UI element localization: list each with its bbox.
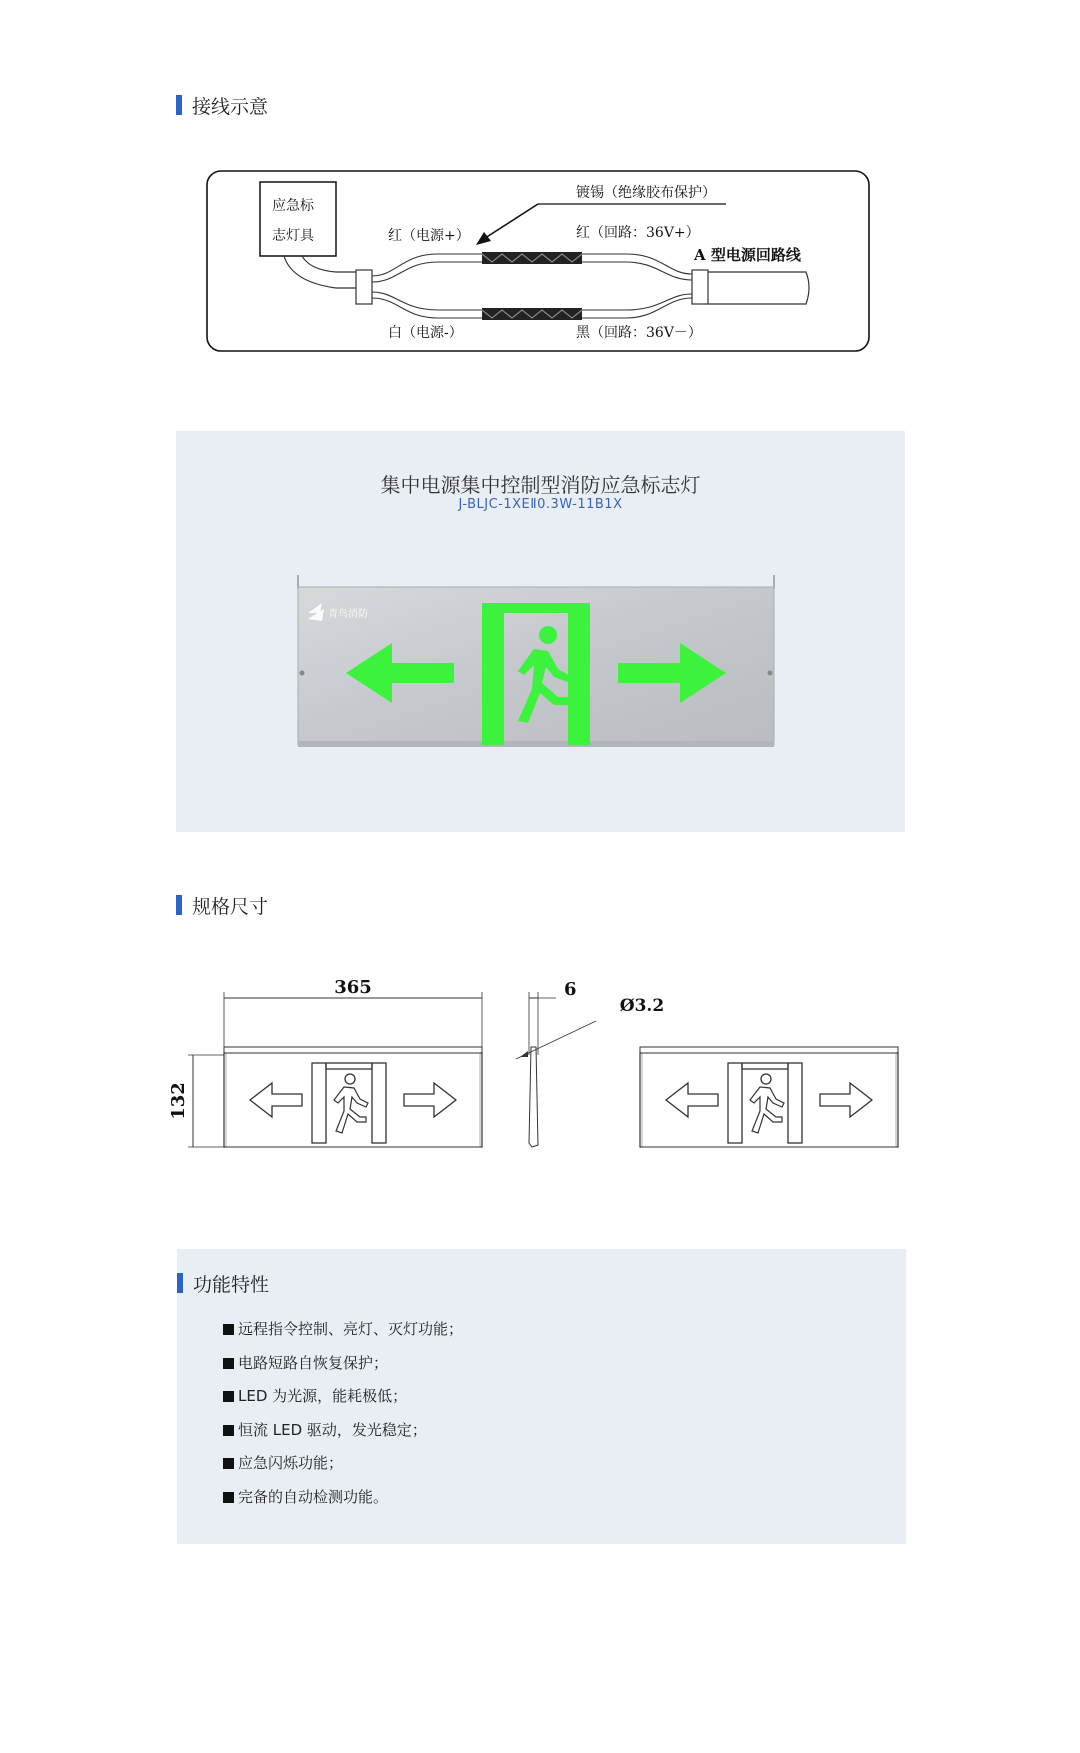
red-loop-label: 红（回路：36V+） [576,225,700,241]
bullet-square-icon [223,1425,234,1436]
hole-dimension-label: Ø3.2 [619,996,665,1016]
red-wire-label: 红（电源+） [388,228,470,244]
bullet-square-icon [223,1391,234,1402]
thickness-dimension-label: 6 [564,979,577,1000]
feature-item: 电路短路自恢复保护； [223,1353,463,1387]
product-panel [176,431,905,832]
feature-item: 远程指令控制、亮灯、灭灯功能； [223,1319,463,1353]
dimension-drawing [168,975,910,1175]
features-panel [177,1249,906,1544]
title-accent-bar [176,95,182,115]
section-title-text: 规格尺寸 [192,895,269,918]
feature-item: 恒流 LED 驱动，发光稳定； [223,1420,463,1454]
exit-sign-drawing [296,573,776,753]
section-title-text: 接线示意 [192,95,269,118]
height-dimension-label: 132 [168,1082,189,1120]
features-list [223,1319,463,1520]
black-loop-label: 黑（回路：36V－） [576,325,702,341]
section-title-specs [176,894,268,916]
section-title-text: 功能特性 [193,1273,270,1296]
feature-item: 应急闪烁功能； [223,1453,463,1487]
width-dimension-label: 365 [334,977,372,998]
product-model: J-BLJC-1XEⅡ0.3W-11B1X [458,497,623,512]
tin-label: 镀锡（绝缘胶布保护） [576,185,716,201]
bullet-square-icon [223,1458,234,1469]
bullet-square-icon [223,1358,234,1369]
product-title: 集中电源集中控制型消防应急标志灯 [380,473,701,497]
section-title-wiring [176,94,268,116]
exit-sign-image [296,573,776,753]
title-accent-bar [177,1273,183,1293]
title-accent-bar [176,895,182,915]
loop-line-label: A 型电源回路线 [694,246,801,264]
wiring-diagram [206,170,870,352]
lamp-label-line1: 应急标 [272,198,314,214]
feature-item: LED 为光源，能耗极低； [223,1386,463,1420]
bullet-square-icon [223,1324,234,1335]
dimension-drawing-svg [168,975,910,1175]
bullet-square-icon [223,1492,234,1503]
white-wire-label: 白（电源-） [388,325,463,341]
section-title-features [177,1272,269,1294]
lamp-label-line2: 志灯具 [272,228,314,244]
brand-logo-text: 青鸟消防 [328,609,368,620]
feature-item: 完备的自动检测功能。 [223,1487,463,1521]
